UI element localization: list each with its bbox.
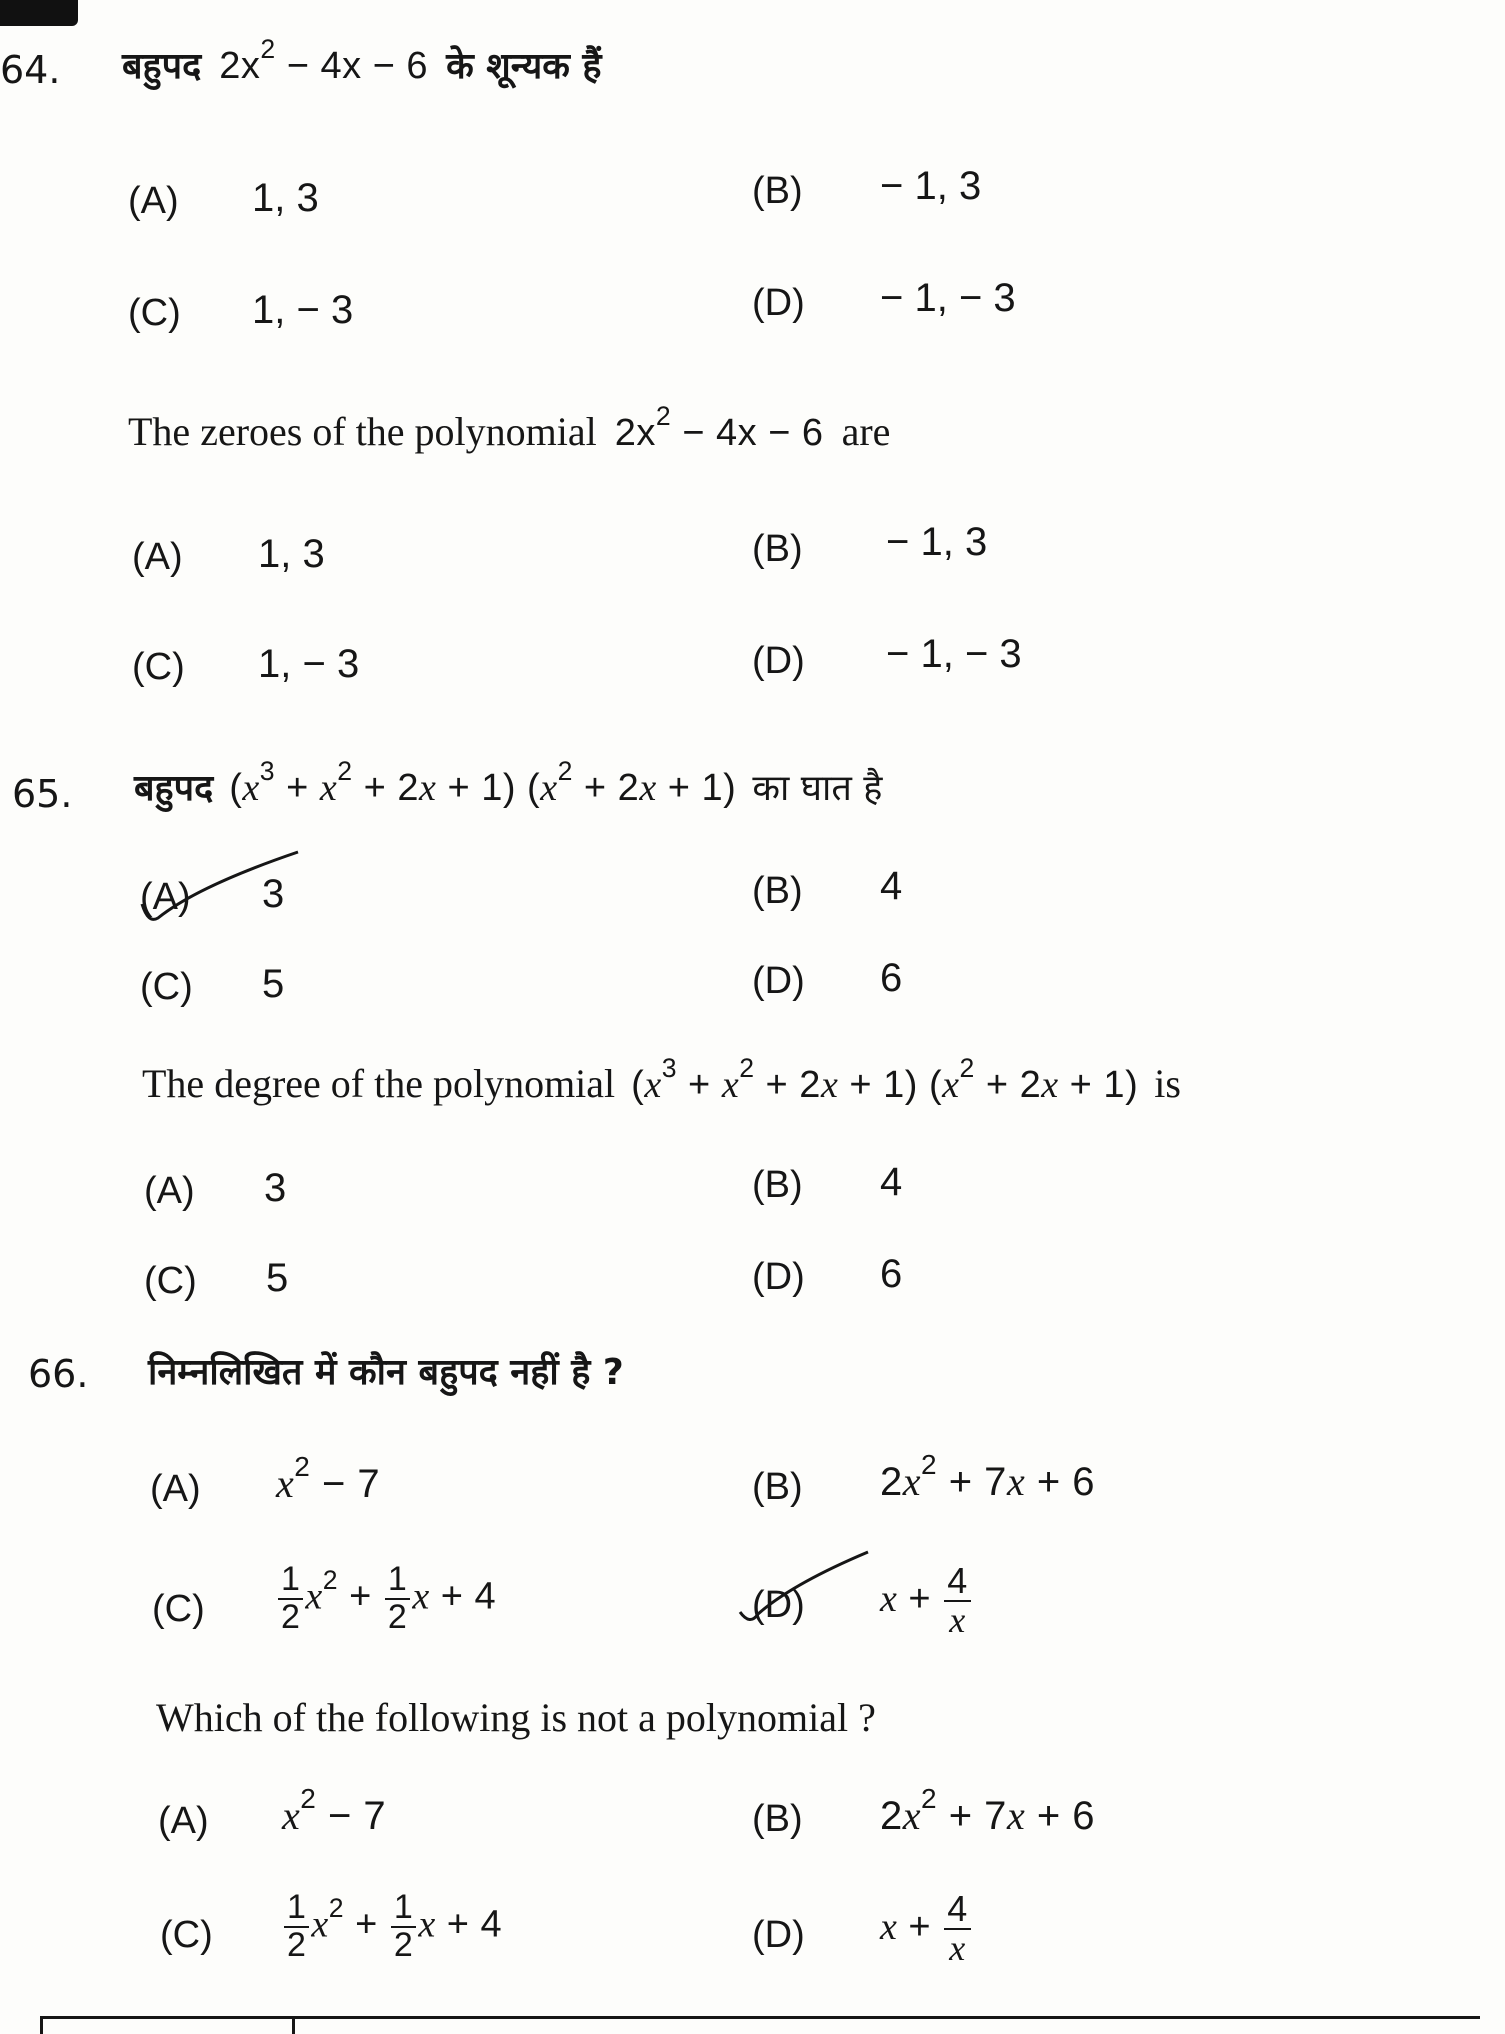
q65-en-option-b-letter[interactable]: (B) [752,1164,803,1206]
q64-hi-option-b-letter[interactable]: (B) [752,170,803,212]
q65-english-prefix: The degree of the polynomial [142,1061,616,1106]
q65-english-polynomial: $(x^3 + x^2 + 2x + 1) (x^2 + 2x + 1)$ [631,1053,1139,1106]
q65-polynomial: $(x^3 + x^2 + 2x + 1) (x^2 + 2x + 1)$ [229,756,737,809]
q64-poly-rest: − 4x − 6 [275,45,429,87]
q65-hindi-prefix: बहुपद [134,768,214,809]
q64-english-prefix: The zeroes of the polynomial [128,409,597,454]
q65-hi-option-a-letter[interactable]: (A) [140,876,191,918]
q66-en-option-a-letter[interactable]: (A) [158,1800,209,1842]
footer-box-left-edge [40,2016,43,2034]
q64-hi-option-a-value: 1, 3 [252,176,319,220]
question-65-hindi [134,756,883,811]
q66-en-option-b-value: $2x^2 + 7x + 6$ [880,1783,1096,1838]
q65-hi-option-a-value: 3 [262,872,285,916]
q64-hindi-prefix: बहुपद [122,46,202,87]
q66-en-option-b-letter[interactable]: (B) [752,1798,803,1840]
q66-en-option-d-value: x + $\frac{4}{x}$ [880,1890,973,1968]
q64-hi-option-b-value: − 1, 3 [880,164,982,208]
q66-en-option-c-value: $\frac{1}{2}$ $x^2$ + $\frac{1}{2}$ x + 4 [282,1890,502,1963]
q66-hi-option-d-value: x + $\frac{4}{x}$ [880,1562,973,1640]
q65-hi-option-b-letter[interactable]: (B) [752,870,803,912]
q64-en-option-b-letter[interactable]: (B) [752,528,803,570]
q64-hindi-suffix: के शून्यक हैं [446,46,602,87]
q64-hi-option-d-value: − 1, − 3 [880,276,1016,320]
question-64-number: 64. [0,48,61,92]
q64-english-polynomial [614,401,824,454]
q65-english-suffix: is [1154,1061,1181,1106]
q66-en-option-a-value: $x^2 - 7$ [282,1783,387,1838]
q65-hi-option-c-letter[interactable]: (C) [140,966,193,1008]
q65-hi-option-d-value: 6 [880,956,903,1000]
question-66-english: Which of the following is not a polynomial ? [156,1695,876,1740]
page-corner-tab [0,0,78,26]
footer-box-divider [292,2016,295,2034]
question-66-hindi: निम्नलिखित में कौन बहुपद नहीं है ? [148,1352,624,1393]
q64-en-option-d-value: − 1, − 3 [886,632,1022,676]
q66-hi-option-c-value: $\frac{1}{2}$ $x^2$ + $\frac{1}{2}$ x + 4 [276,1562,496,1635]
q64-hi-option-d-letter[interactable]: (D) [752,282,805,324]
q64-en-option-a-value: 1, 3 [258,532,325,576]
q66-hi-option-b-letter[interactable]: (B) [752,1466,803,1508]
q65-en-option-c-value: 5 [266,1256,289,1300]
q65-en-option-d-letter[interactable]: (D) [752,1256,805,1298]
q65-hi-option-d-letter[interactable]: (D) [752,960,805,1002]
q66-answer-tick-mark [736,1548,876,1628]
q64-english-suffix: are [841,409,891,454]
q65-en-option-a-value: 3 [264,1166,287,1210]
q65-en-option-a-letter[interactable]: (A) [144,1170,195,1212]
q65-hi-option-b-value: 4 [880,864,903,908]
footer-rule [40,2016,1480,2019]
q66-en-option-c-letter[interactable]: (C) [160,1914,213,1956]
q64-en-option-d-letter[interactable]: (D) [752,640,805,682]
q66-hi-option-a-value: $x^2 - 7$ [276,1451,381,1506]
q64-polynomial [219,34,429,87]
q64-hi-option-a-letter[interactable]: (A) [128,180,179,222]
q65-en-option-d-value: 6 [880,1252,903,1296]
question-66-number: 66. [28,1352,89,1396]
q64-en-option-a-letter[interactable]: (A) [132,536,183,578]
question-65-english [142,1053,1181,1107]
question-64-english [128,401,891,455]
q65-en-option-c-letter[interactable]: (C) [144,1260,197,1302]
q65-en-option-b-value: 4 [880,1160,903,1204]
q66-hi-option-b-value: $2x^2 + 7x + 6$ [880,1449,1096,1504]
q66-en-option-d-letter[interactable]: (D) [752,1914,805,1956]
q64-poly-coef: 2x [219,45,261,87]
q64-en-option-c-letter[interactable]: (C) [132,646,185,688]
q66-hi-option-a-letter[interactable]: (A) [150,1468,201,1510]
question-64-hindi [122,34,602,89]
q64-en-poly-rest: − 4x − 6 [671,412,824,454]
q64-poly-exp: 2 [260,34,276,65]
question-65-number: 65. [12,772,73,816]
q66-hi-option-c-letter[interactable]: (C) [152,1588,205,1630]
q64-hi-option-c-letter[interactable]: (C) [128,292,181,334]
q65-answer-tick-mark [138,846,308,926]
q64-en-poly-exp: 2 [655,401,672,432]
q64-en-option-c-value: 1, − 3 [258,642,360,686]
q65-hi-option-c-value: 5 [262,962,285,1006]
q64-hi-option-c-value: 1, − 3 [252,288,354,332]
q64-en-poly-coef: 2x [614,412,656,454]
q64-en-option-b-value: − 1, 3 [886,520,988,564]
q66-hi-option-d-letter[interactable]: (D) [752,1584,805,1626]
q65-hindi-suffix: का घात है [752,768,883,809]
